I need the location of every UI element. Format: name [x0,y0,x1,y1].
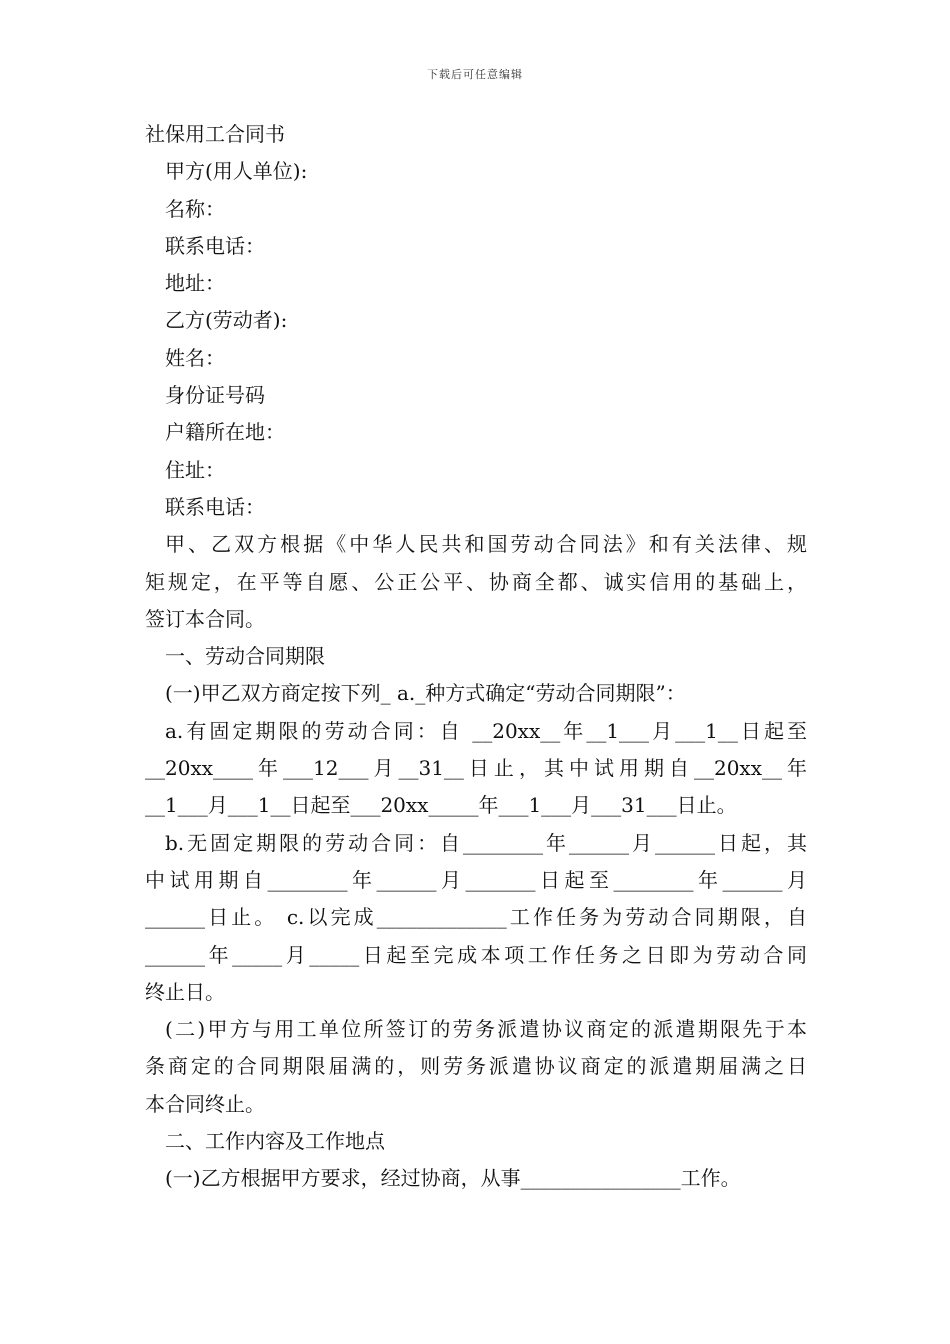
clause-c-line-1: ______年_____月_____日起至完成本项工作任务之日即为劳动合同 [145,942,807,967]
party-b-phone-field: 联系电话： [165,494,265,519]
clause-2-1: (一)乙方根据甲方要求，经过协商，从事________________工作。 [165,1166,741,1191]
clause-a-line-3: __1___月___1__日起至___20xx_____年___1___月___31___日止。 [145,793,737,818]
party-b-hukou-field: 户籍所在地： [165,420,285,445]
preamble-line-3: 签订本合同。 [145,606,265,631]
clause-b-line-3: ______日止。 c.以完成_____________工作任务为劳动合同期限，自 [145,905,807,930]
clause-b-line-1: b.无固定期限的劳动合同：自________年______月______日起，其 [165,830,807,855]
section-1-heading: 一、劳动合同期限 [165,644,325,669]
clause-1-2-line-1: (二)甲方与用工单位所签订的劳务派遣协议商定的派遣期限先于本 [165,1017,807,1042]
clause-c-line-2: 终止日。 [145,979,225,1004]
preamble-line-2: 矩规定，在平等自愿、公正公平、协商全都、诚实信用的基础上， [145,569,807,594]
party-b-heading: 乙方(劳动者): [165,308,288,333]
preamble-line-1: 甲、乙双方根据《中华人民共和国劳动合同法》和有关法律、规 [165,532,807,557]
party-a-name-field: 名称： [165,196,225,221]
party-b-residence-field: 住址： [165,457,225,482]
section-2-heading: 二、工作内容及工作地点 [165,1129,385,1154]
page-header-note: 下载后可任意编辑 [427,68,523,81]
clause-1-2-line-2: 条商定的合同期限届满的，则劳务派遣协议商定的派遣期届满之日 [145,1054,807,1079]
party-a-heading: 甲方(用人单位): [165,159,308,184]
party-a-address-field: 地址： [165,271,225,296]
clause-a-line-2: __20xx____年___12___月__31__日止，其中试用期自__20xx__年 [145,756,807,781]
clause-b-line-2: 中试用期自________年______月_______日起至________年______月 [145,867,807,892]
document-title: 社保用工合同书 [145,122,285,146]
party-b-name-field: 姓名： [165,345,225,370]
party-a-phone-field: 联系电话： [165,233,265,258]
clause-1-2-line-3: 本合同终止。 [145,1091,265,1116]
clause-1-1: (一)甲乙双方商定按下列_ a._种方式确定“劳动合同期限”： [165,681,686,706]
clause-a-line-1: a.有固定期限的劳动合同：自 __20xx__年__1___月___1__日起至 [165,718,807,743]
party-b-id-field: 身份证号码 [165,383,265,408]
contract-document [145,116,807,1198]
